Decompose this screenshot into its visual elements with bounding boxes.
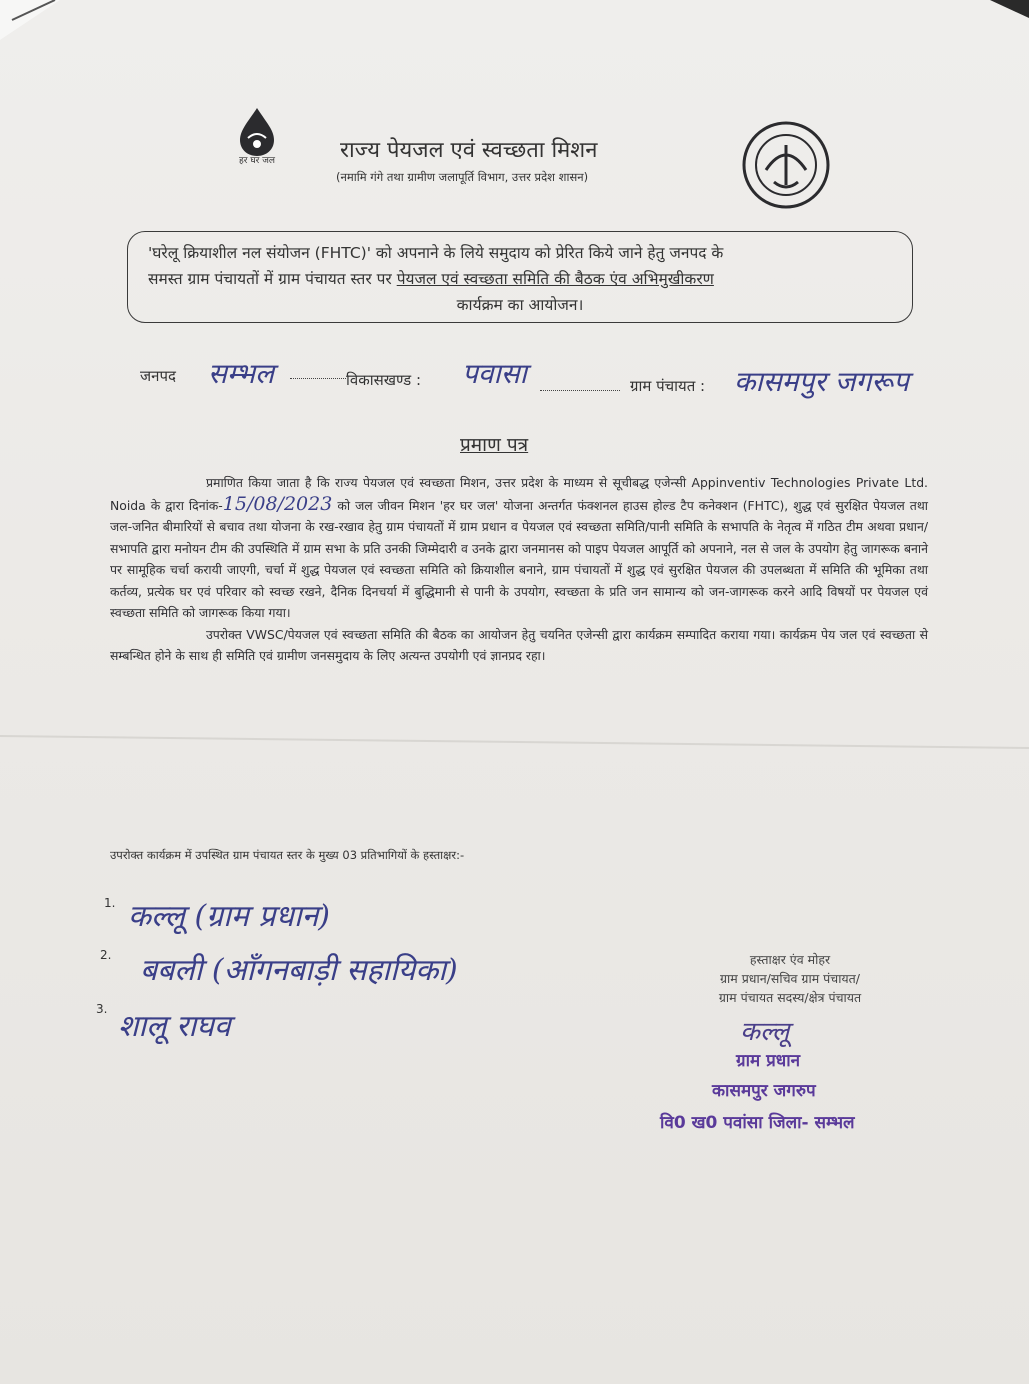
certificate-paragraph-2: उपरोक्त VWSC/पेयजल एवं स्वच्छता समिति की बैठक का आयोजन हेतु चयनित एजेन्सी द्वारा कार्यक्रम सम्पादित कराया गया। कार्यक्रम पेय जल एवं स्वच्छता से सम्बन्धित होने के साथ ही समिति एवं ग्रामीण जनसमुदाय के लिए अत्यन्त उपयोगी एवं ज्ञानप्रद रहा। (110, 626, 928, 663)
topic-line-2-plain: समस्त ग्राम पंचायतों में ग्राम पंचायत स्तर पर (148, 270, 397, 288)
program-topic-box (127, 231, 913, 323)
certificate-title: प्रमाण पत्र (460, 434, 529, 456)
district-value: सम्भल (208, 357, 274, 390)
paragraph-1-rest: को जल जीवन मिशन 'हर घर जल' योजना अन्तर्गत फंक्शनल हाउस होल्ड टैप कनेक्शन (FHTC), शुद्ध एवं सुरक्षित पेयजल तथा जल-जनित बीमारियों से बचाव तथा योजना के रख-रखाव हेतु ग्राम पंचायतों में ग्राम प्रधान व पेयजल एवं स्वच्छता समिति/पानी समिति के सभापति के नेतृत्व में गठित टीम अथवा प्रधान/सभापति द्वारा मनोयन टीम की उपस्थिति में ग्राम सभा के प्रति उनकी जिम्मेदारी व उनके द्वारा जनमानस को पाइप पेयजल आपूर्ति को अपनाने, नल से जल के उपयोग हेतु जागरूक बनाने पर सामूहिक चर्चा करायी जाएगी, चर्चा में शुद्ध पेयजल एवं स्वच्छता समिति को क्रियाशील बनाने, ग्राम पंचायतों में शुद्ध एवं सुरक्षित पेयजल की उपलब्धता में समिति की भूमिका तथा कर्तव्य, प्रत्येक घर एवं परिवार को स्वच्छ रखने, दैनिक दिनचर्या में बुद्धिमानी से पानी के उपयोग, स्वच्छता के प्रति जन सामान्य को जन-जागरूक करने आदि विषयों पर पेयजल एवं स्वच्छता समिति को जागरूक किया गया। (110, 497, 929, 620)
signature-participant-1: कल्लू (ग्राम प्रधान) (128, 899, 330, 934)
har-ghar-jal-logo-icon (212, 104, 302, 184)
topic-line-1: 'घरेलू क्रियाशील नल संयोजन (FHTC)' को अपनाने के लिये समुदाय को प्रेरित किये जाने हेतु जनपद के (148, 244, 724, 262)
block-value: पवासा (462, 357, 527, 390)
signature-participant-2: बबली (आँगनबाड़ी सहायिका) (140, 953, 458, 988)
stamp-block-district: वि0 ख0 पवांसा जिला- सम्भल (660, 1113, 855, 1133)
seal-caption-line-3: ग्राम पंचायत सदस्य/क्षेत्र पंचायत (718, 990, 862, 1005)
block-dotted-line (540, 390, 620, 391)
gp-label: ग्राम पंचायत : (630, 377, 706, 395)
gp-value: कासमपुर जगरूप (734, 365, 909, 398)
seal-caption (660, 950, 920, 1007)
paragraph-1-start: प्रमाणित किया जाता है कि राज्य पेयजल एवं स्वच्छता मिशन, उत्तर प्रदेश के माध्यम से सूचीबद्ध एजेन्सी Appinventiv Technologies Private Ltd. Noida के द्वारा दिनांक- (110, 475, 928, 513)
topic-line-3: कार्यक्रम का आयोजन। (456, 296, 584, 314)
up-govt-emblem-icon (736, 120, 836, 210)
district-dotted-line (290, 378, 346, 379)
pradhan-signature: कल्लू (740, 1017, 790, 1047)
logo-caption: हर घर जल (239, 156, 275, 166)
district-label: जनपद (140, 367, 176, 385)
topic-line-2-underlined: पेयजल एवं स्वच्छता समिति की बैठक एंव अभिमुखीकरण (396, 270, 714, 288)
seal-caption-line-1: हस्ताक्षर एंव मोहर (749, 952, 831, 967)
signature-number-3: 3. (96, 1002, 108, 1016)
stamp-designation: ग्राम प्रधान (736, 1051, 801, 1071)
seal-caption-line-2: ग्राम प्रधान/सचिव ग्राम पंचायत/ (719, 971, 861, 986)
topic-line-2 (148, 266, 892, 292)
block-label: विकासखण्ड : (346, 371, 422, 389)
signatures-intro: उपरोक्त कार्यक्रम में उपस्थित ग्राम पंचायत स्तर के मुख्य 03 प्रतिभागियों के हस्ताक्षर:- (110, 848, 465, 862)
stamp-village: कासमपुर जगरुप (712, 1081, 816, 1101)
certificate-paragraph-1 (110, 472, 928, 624)
signature-number-2: 2. (100, 948, 112, 962)
signature-participant-3: शालू राघव (118, 1009, 231, 1044)
location-row (140, 357, 970, 400)
mission-title: राज्य पेयजल एवं स्वच्छता मिशन (340, 138, 598, 163)
signature-number-1: 1. (104, 896, 116, 910)
certificate-body (110, 472, 928, 667)
program-date: 15/08/2023 (222, 492, 333, 515)
mission-subtitle: (नमामि गंगे तथा ग्रामीण जलापूर्ति विभाग, उत्तर प्रदेश शासन) (336, 170, 589, 184)
